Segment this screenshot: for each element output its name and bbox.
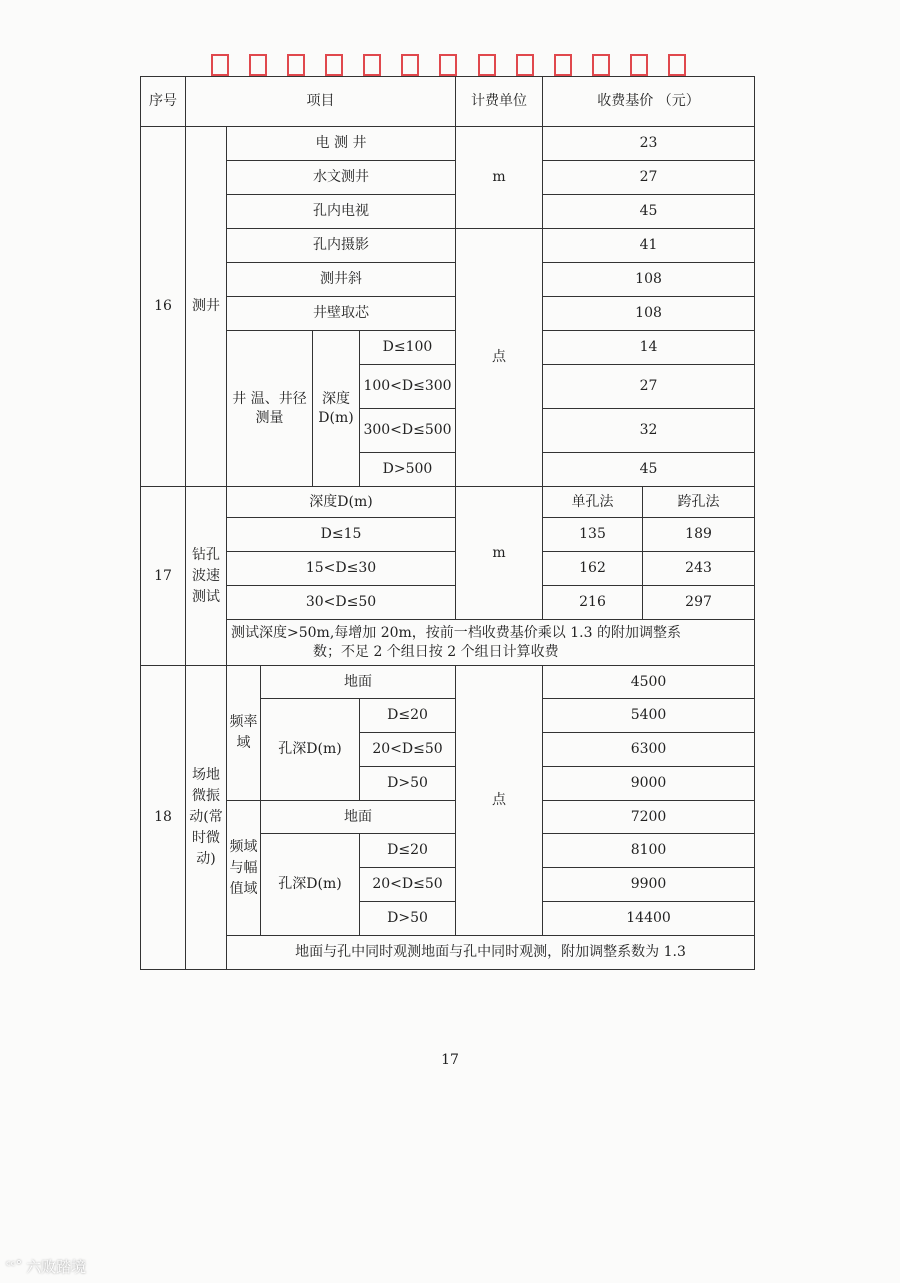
- s16-price: 23: [543, 127, 755, 161]
- header-price: 收费基价 （元）: [543, 77, 755, 127]
- header-no: 序号: [141, 77, 186, 127]
- s18-ground: 地面: [261, 801, 456, 834]
- s17-single-price: 135: [543, 518, 643, 552]
- s17-category: 钻孔波速测试: [186, 487, 227, 666]
- s18-price: 8100: [543, 834, 755, 868]
- table-row: [141, 127, 755, 161]
- s18-category: 场地微振动(常时微动): [186, 666, 227, 970]
- s18-price: 9900: [543, 868, 755, 902]
- s17-range: 15<D≤30: [227, 552, 456, 586]
- s16-unit-point: 点: [456, 229, 543, 487]
- s16-price: 45: [543, 453, 755, 487]
- s17-single-header: 单孔法: [543, 487, 643, 518]
- s18-price: 5400: [543, 699, 755, 733]
- s16-sub-item: 井 温、井径测量: [227, 331, 313, 487]
- s16-price: 45: [543, 195, 755, 229]
- s16-item: 孔内电视: [227, 195, 456, 229]
- s17-range: D≤15: [227, 518, 456, 552]
- table-row: [141, 586, 755, 620]
- s17-note: [227, 620, 755, 666]
- s16-price: 32: [543, 409, 755, 453]
- s16-unit-m: m: [456, 127, 543, 229]
- table-row: [141, 552, 755, 586]
- s17-no: 17: [141, 487, 186, 666]
- s18-range: D>50: [360, 767, 456, 801]
- s16-range: D>500: [360, 453, 456, 487]
- s17-unit: m: [456, 487, 543, 620]
- table-row: [141, 229, 755, 263]
- s16-item: 孔内摄影: [227, 229, 456, 263]
- s18-price: 7200: [543, 801, 755, 834]
- table-row: [141, 297, 755, 331]
- table-row: [141, 331, 755, 365]
- s18-range: D>50: [360, 902, 456, 936]
- s18-price: 6300: [543, 733, 755, 767]
- table-header-row: [141, 77, 755, 127]
- s16-price: 41: [543, 229, 755, 263]
- s18-freq-label: 频率域: [227, 666, 261, 801]
- header-item: 项目: [186, 77, 456, 127]
- s16-price: 27: [543, 365, 755, 409]
- s17-single-price: 162: [543, 552, 643, 586]
- s17-cross-header: 跨孔法: [643, 487, 755, 518]
- s18-range: D≤20: [360, 834, 456, 868]
- page-number: 17: [441, 1052, 459, 1068]
- s16-range: D≤100: [360, 331, 456, 365]
- s16-item: 井壁取芯: [227, 297, 456, 331]
- watermark: [6, 1256, 86, 1277]
- table-row: [141, 620, 755, 666]
- s16-item: 测井斜: [227, 263, 456, 297]
- s16-item: 水文测井: [227, 161, 456, 195]
- s16-range: 100<D≤300: [360, 365, 456, 409]
- s16-category: 测井: [186, 127, 227, 487]
- table-row: [141, 801, 755, 834]
- s18-no: 18: [141, 666, 186, 970]
- s18-range: 20<D≤50: [360, 868, 456, 902]
- s17-range: 30<D≤50: [227, 586, 456, 620]
- table-row: [141, 666, 755, 699]
- s17-cross-price: 297: [643, 586, 755, 620]
- s17-depth-header: 深度D(m): [227, 487, 456, 518]
- s18-hole-depth: 孔深D(m): [261, 699, 360, 801]
- s18-price: 14400: [543, 902, 755, 936]
- s17-cross-price: 189: [643, 518, 755, 552]
- header-unit: 计费单位: [456, 77, 543, 127]
- s18-ground: 地面: [261, 666, 456, 699]
- s18-range: D≤20: [360, 699, 456, 733]
- s17-cross-price: 243: [643, 552, 755, 586]
- s18-range: 20<D≤50: [360, 733, 456, 767]
- s16-price: 14: [543, 331, 755, 365]
- table-row: [141, 518, 755, 552]
- table-row: [141, 487, 755, 518]
- s17-single-price: 216: [543, 586, 643, 620]
- table-row: [141, 161, 755, 195]
- watermark-text: 六败踏境: [26, 1258, 87, 1276]
- s18-unit: 点: [456, 666, 543, 936]
- s18-price: 9000: [543, 767, 755, 801]
- s16-price: 27: [543, 161, 755, 195]
- s16-price: 108: [543, 297, 755, 331]
- s16-no: 16: [141, 127, 186, 487]
- s18-hole-depth: 孔深D(m): [261, 834, 360, 936]
- table-row: [141, 195, 755, 229]
- s18-price: 4500: [543, 666, 755, 699]
- s16-depth-label: 深度D(m): [313, 331, 360, 487]
- s18-note: 地面与孔中同时观测地面与孔中同时观测，附加调整系数为 1.3: [227, 936, 755, 970]
- s18-freqamp-label: 频域与幅值域: [227, 801, 261, 936]
- fee-table: [140, 76, 755, 970]
- watermark-logo-icon: ᶜᶜ°: [6, 1259, 23, 1274]
- s16-item: 电 测 井: [227, 127, 456, 161]
- table-row: [141, 936, 755, 970]
- s17-note-line2: 数；不足 2 个组日按 2 个组日计算收费: [313, 643, 559, 660]
- s17-note-line1: 测试深度>50m,每增加 20m，按前一档收费基价乘以 1.3 的附加调整系: [231, 624, 681, 641]
- table-row: [141, 263, 755, 297]
- s16-price: 108: [543, 263, 755, 297]
- s16-range: 300<D≤500: [360, 409, 456, 453]
